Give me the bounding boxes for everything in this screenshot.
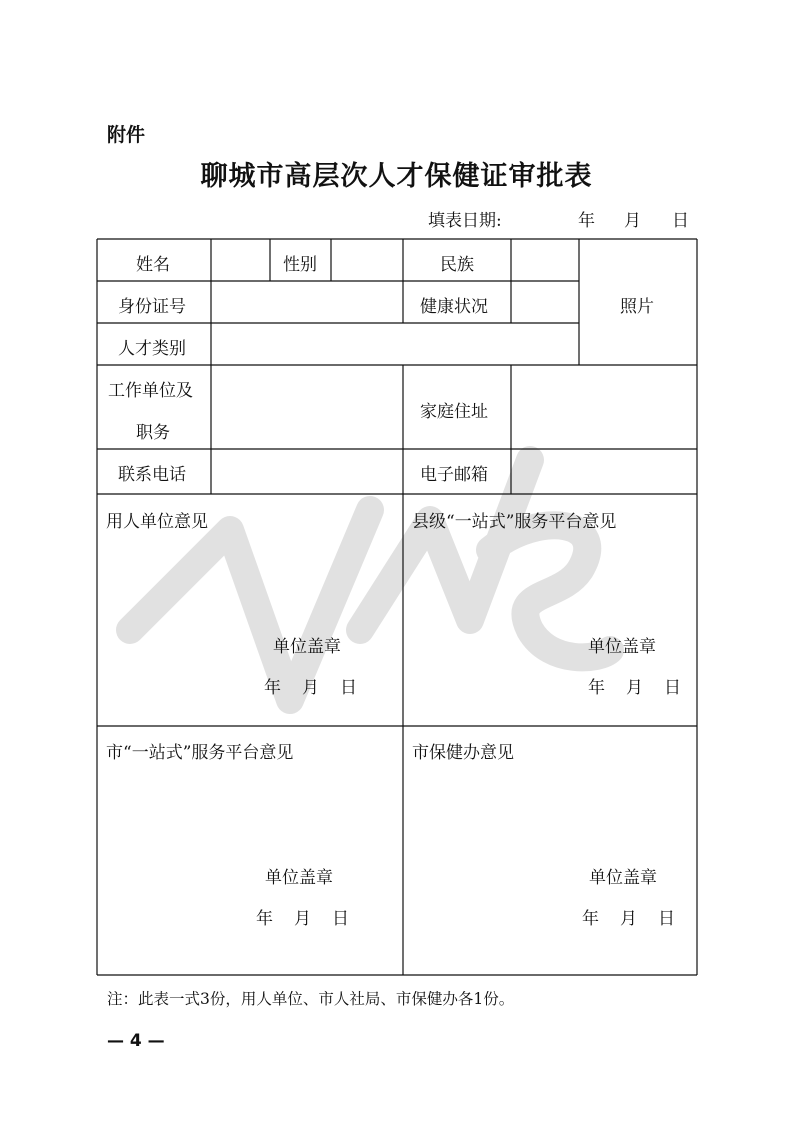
gender-field[interactable]: [332, 240, 402, 280]
phone-field[interactable]: [212, 450, 402, 493]
health-status-field[interactable]: [512, 282, 578, 322]
health-office-date-day: 日: [658, 909, 675, 929]
county-seal-label: 单位盖章: [588, 637, 656, 657]
health-office-date-month: 月: [620, 909, 637, 929]
health-status-label: 健康状况: [420, 297, 488, 317]
county-date-day: 日: [664, 678, 681, 698]
employer-seal-label: 单位盖章: [273, 637, 341, 657]
fill-date-label: 填表日期:: [428, 211, 502, 231]
fill-date-year: 年: [578, 211, 595, 231]
email-label: 电子邮箱: [420, 465, 488, 485]
county-date-year: 年: [588, 678, 605, 698]
county-platform-opinion-label: 县级“一站式”服务平台意见: [412, 512, 617, 532]
health-office-seal-label: 单位盖章: [589, 868, 657, 888]
home-address-label: 家庭住址: [420, 402, 488, 422]
phone-label: 联系电话: [118, 465, 186, 485]
page-number: — 4 —: [107, 1031, 165, 1051]
ethnicity-label: 民族: [440, 255, 474, 275]
home-address-field[interactable]: [512, 366, 696, 448]
workplace-label-line1: 工作单位及: [108, 381, 193, 401]
photo-label: 照片: [620, 297, 654, 317]
name-label: 姓名: [136, 255, 170, 275]
id-number-field[interactable]: [212, 282, 402, 322]
health-office-opinion-label: 市保健办意见: [412, 743, 514, 763]
city-platform-date-day: 日: [332, 909, 349, 929]
talent-type-label: 人才类别: [118, 339, 186, 359]
health-office-date-year: 年: [582, 909, 599, 929]
city-platform-date-month: 月: [294, 909, 311, 929]
footer-note: 注：此表一式3份，用人单位、市人社局、市保健办各1份。: [107, 990, 515, 1008]
fill-date-day: 日: [672, 211, 689, 231]
talent-type-field[interactable]: [212, 324, 578, 364]
employer-date-year: 年: [264, 678, 281, 698]
attachment-label: 附件: [107, 124, 146, 146]
id-number-label: 身份证号: [118, 297, 186, 317]
gender-label: 性别: [283, 255, 317, 275]
form-title: 聊城市高层次人才保健证审批表: [200, 161, 593, 192]
city-platform-seal-label: 单位盖章: [265, 868, 333, 888]
county-date-month: 月: [626, 678, 643, 698]
city-platform-opinion-label: 市“一站式”服务平台意见: [106, 743, 294, 763]
employer-date-month: 月: [302, 678, 319, 698]
employer-opinion-label: 用人单位意见: [106, 512, 208, 532]
name-field[interactable]: [212, 240, 269, 280]
employer-date-day: 日: [340, 678, 357, 698]
city-platform-date-year: 年: [256, 909, 273, 929]
fill-date-month: 月: [624, 211, 641, 231]
email-field[interactable]: [512, 450, 696, 493]
workplace-label-line2: 职务: [136, 423, 170, 443]
workplace-field[interactable]: [212, 366, 402, 448]
ethnicity-field[interactable]: [512, 240, 578, 280]
